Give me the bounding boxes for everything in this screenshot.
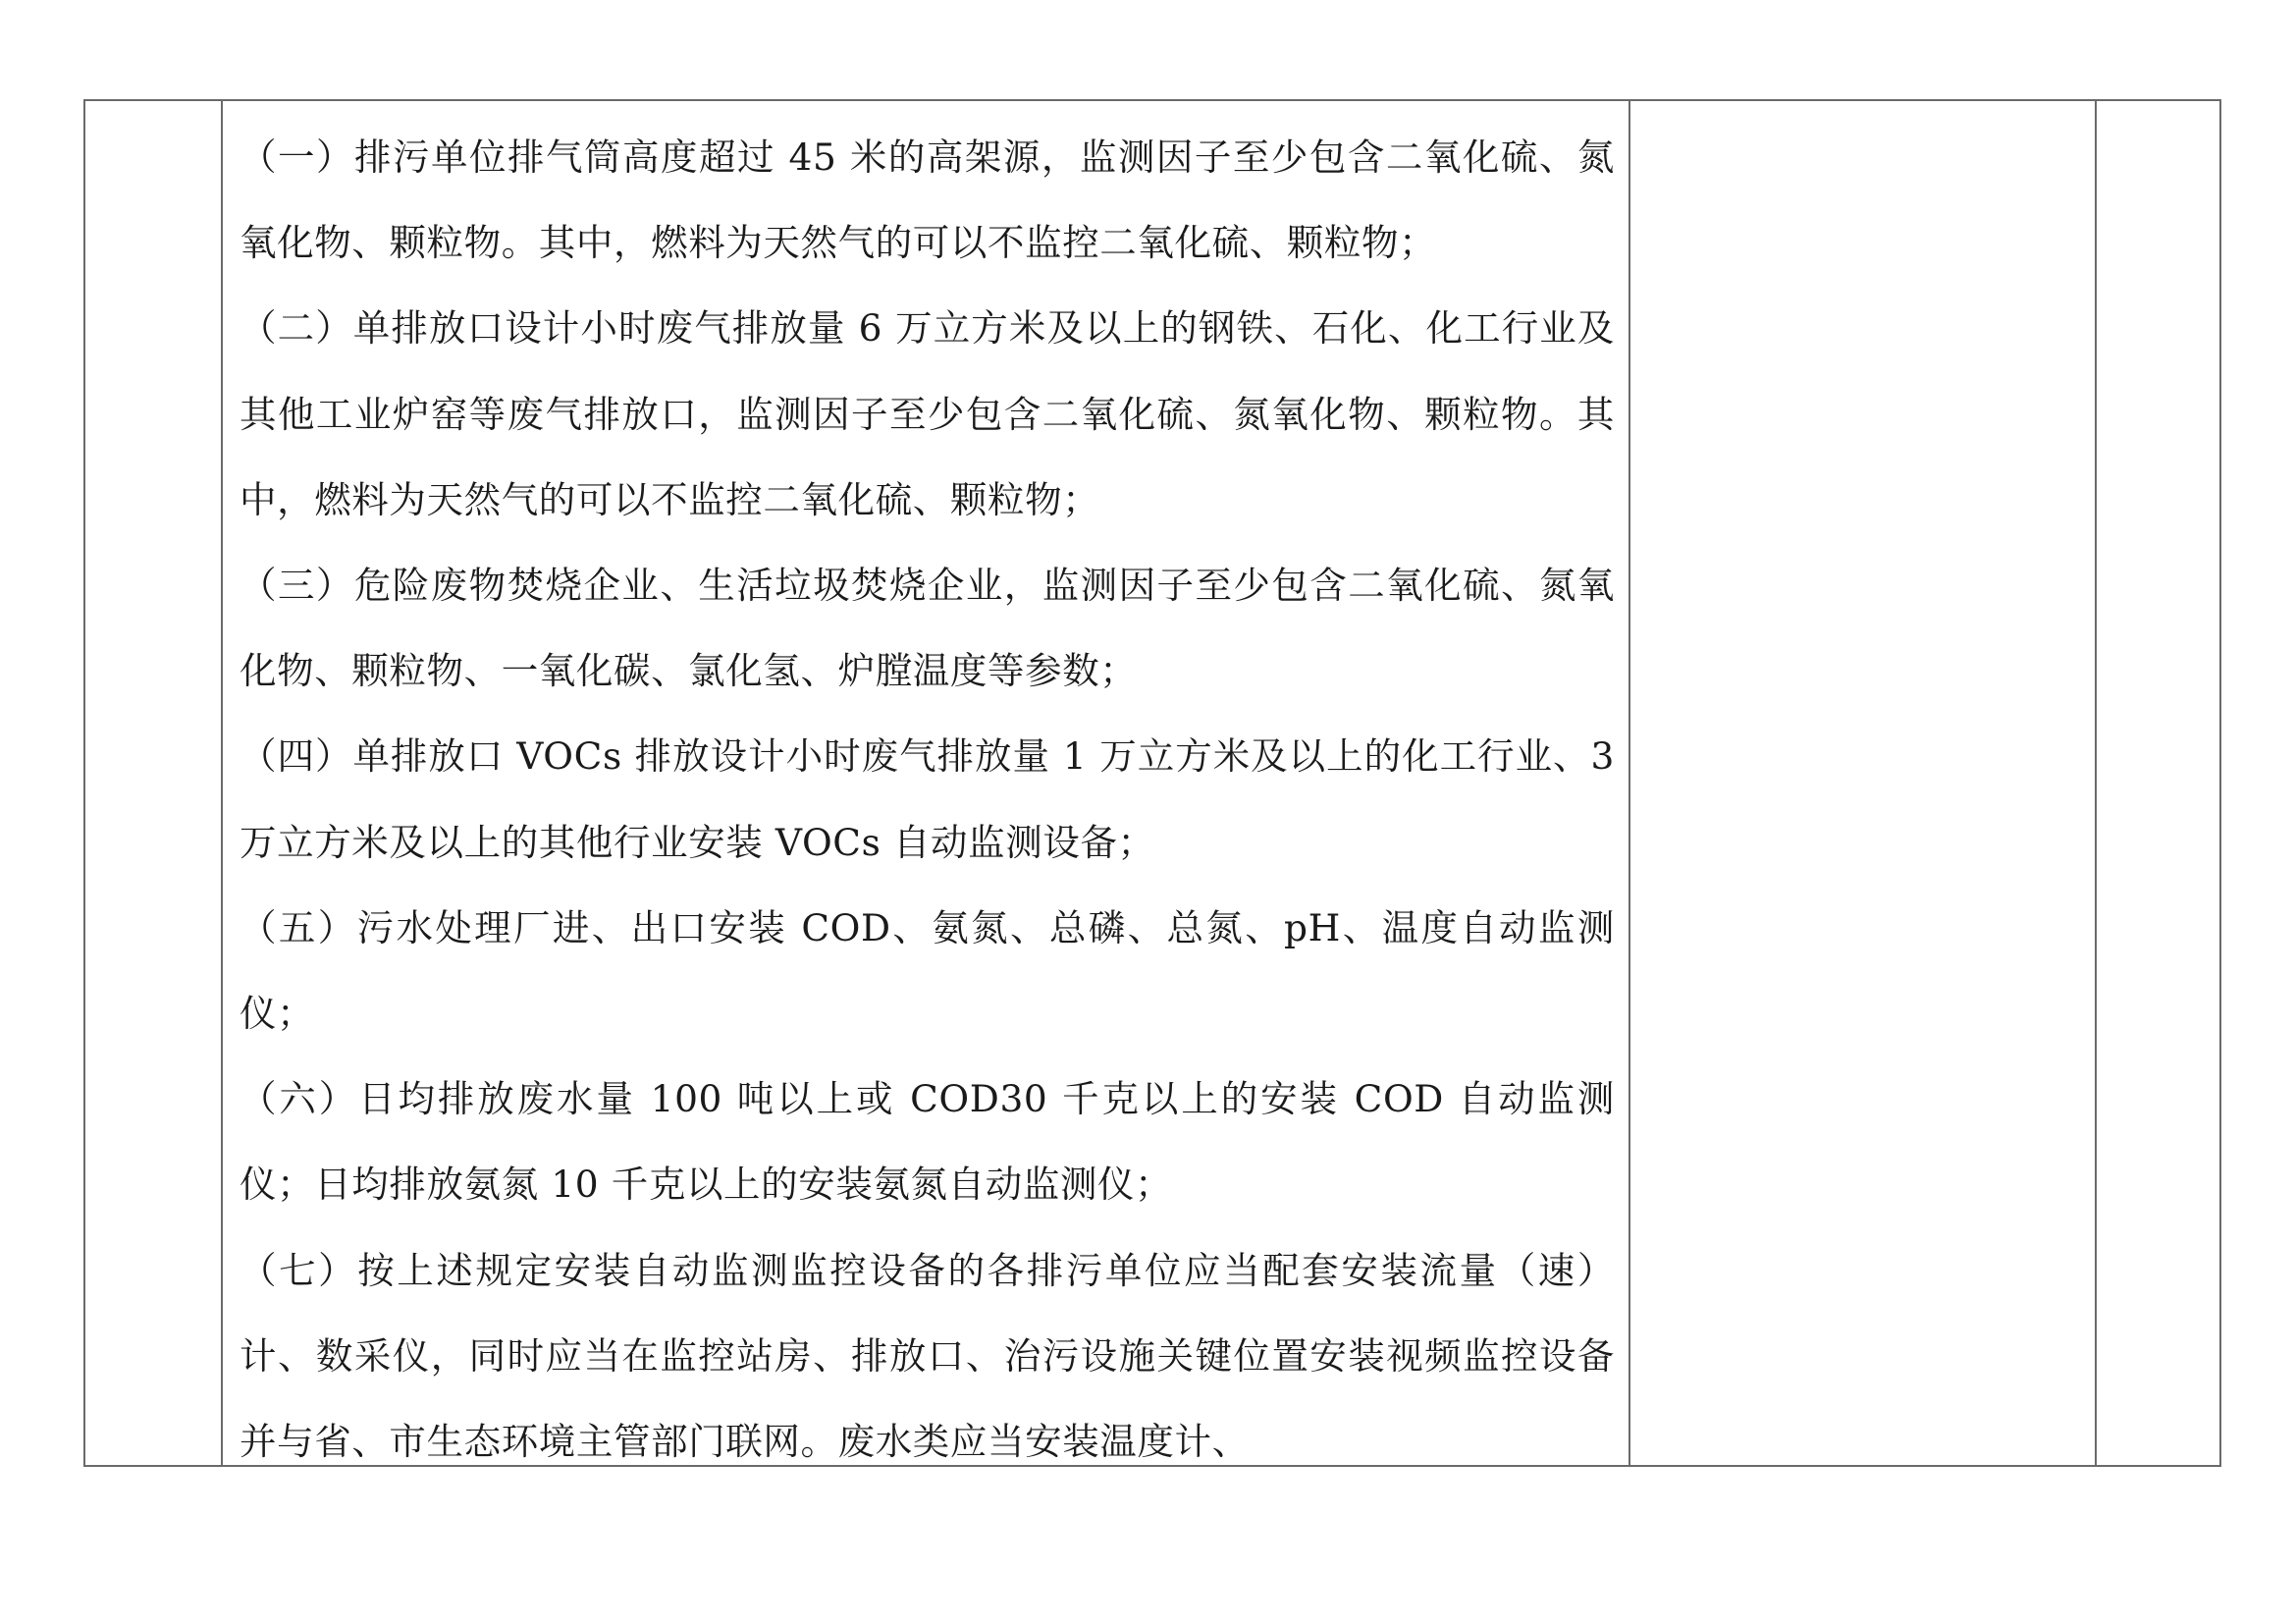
table-column-2: [223, 101, 1630, 1465]
paragraph-4: （四）单排放口 VOCs 排放设计小时废气排放量 1 万立方米及以上的化工行业、3 万立方米及以上的其他行业安装 VOCs 自动监测设备；: [240, 734, 1615, 864]
table-column-3: [1630, 101, 2097, 1465]
table-column-1: [85, 101, 223, 1465]
requirements-text: [240, 115, 1615, 1485]
paragraph-6: （六）日均排放废水量 100 吨以上或 COD30 千克以上的安装 COD 自动监测仪；日均排放氨氮 10 千克以上的安装氨氮自动监测仪；: [240, 1077, 1615, 1207]
paragraph-1: （一）排污单位排气筒高度超过 45 米的高架源，监测因子至少包含二氧化硫、氮氧化物、颗粒物。其中，燃料为天然气的可以不监控二氧化硫、颗粒物；: [240, 135, 1615, 265]
table-column-4: [2097, 101, 2219, 1465]
paragraph-3: （三）危险废物焚烧企业、生活垃圾焚烧企业，监测因子至少包含二氧化硫、氮氧化物、颗粒物、一氧化碳、氯化氢、炉膛温度等参数；: [240, 564, 1615, 693]
paragraph-7: （七）按上述规定安装自动监测监控设备的各排污单位应当配套安装流量（速）计、数采仪，同时应当在监控站房、排放口、治污设施关键位置安装视频监控设备并与省、市生态环境主管部门联网。废水类应当安装温度计、: [240, 1248, 1615, 1464]
paragraph-2: （二）单排放口设计小时废气排放量 6 万立方米及以上的钢铁、石化、化工行业及其他工业炉窑等废气排放口，监测因子至少包含二氧化硫、氮氧化物、颗粒物。其中，燃料为天然气的可以不监控二氧化硫、颗粒物；: [240, 306, 1615, 521]
paragraph-5: （五）污水处理厂进、出口安装 COD、氨氮、总磷、总氮、pH、温度自动监测仪；: [240, 905, 1615, 1036]
document-table: [83, 99, 2221, 1467]
